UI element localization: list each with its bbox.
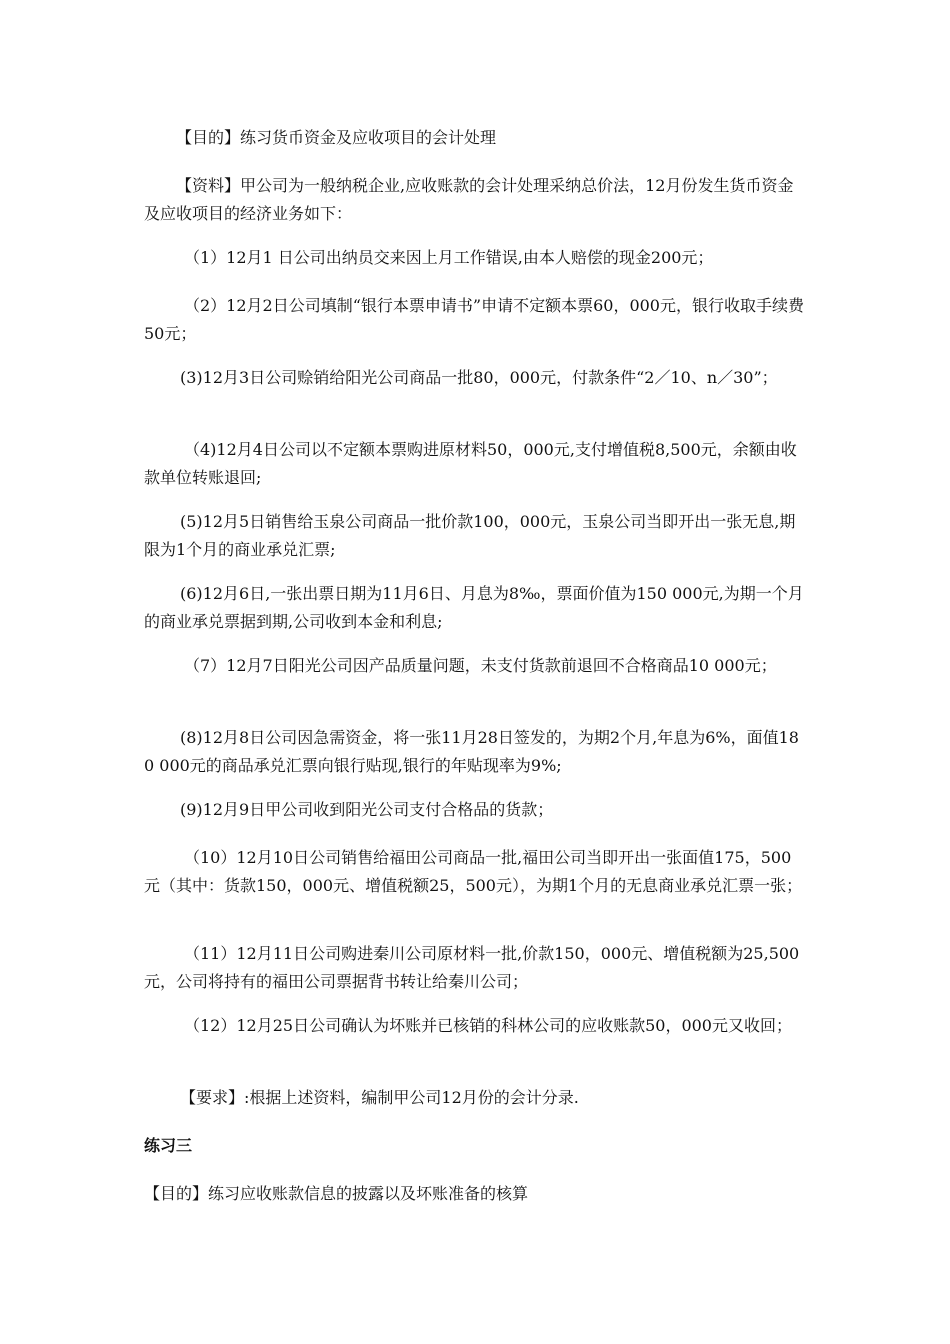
item-1: （1）12月1 日公司出纳员交来因上月工作错误,由本人赔偿的现金200元； [184, 248, 714, 267]
item-10: （10）12月10日公司销售给福田公司商品一批,福田公司当即开出一张面值175，500元（其中：货款150，000元、增值税额25，500元），为期1个月的无息商业承兑汇票一张； [144, 848, 803, 895]
item-12: （12）12月25日公司确认为坏账并已核销的科林公司的应收账款50，000元又收回； [184, 1016, 792, 1035]
item-3: (3)12月3日公司赊销给阳光公司商品一批80，000元，付款条件“2／10、n／30”； [180, 368, 778, 387]
item-6: (6)12月6日,一张出票日期为11月6日、月息为8‰，票面价值为150 000元,为期一个月的商业承兑票据到期,公司收到本金和利息; [144, 584, 804, 631]
material-paragraph: 【资料】甲公司为一般纳税企业,应收账款的会计处理采纳总价法，12月份发生货币资金及应收项目的经济业务如下： [144, 176, 794, 223]
section-purpose-paragraph: 【目的】练习应收账款信息的披露以及坏账准备的核算 [144, 1184, 529, 1203]
item-11: （11）12月11日公司购进秦川公司原材料一批,价款150，000元、增值税额为25,500元，公司将持有的福田公司票据背书转让给秦川公司； [144, 944, 800, 991]
requirement-paragraph: 【要求】:根据上述资料，编制甲公司12月份的会计分录. [180, 1088, 579, 1107]
section-title: 练习三 [144, 1136, 193, 1155]
item-4: （4)12月4日公司以不定额本票购进原材料50，000元,支付增值税8,500元，余额由收款单位转账退回; [144, 440, 797, 487]
item-9: (9)12月9日甲公司收到阳光公司支付合格品的货款； [180, 800, 554, 819]
item-7: （7）12月7日阳光公司因产品质量问题，未支付货款前退回不合格商品10 000元； [184, 656, 777, 675]
item-8: (8)12月8日公司因急需资金，将一张11月28日签发的，为期2个月,年息为6%，面值180 000元的商品承兑汇票向银行贴现,银行的年贴现率为9%; [144, 728, 799, 775]
item-5: (5)12月5日销售给玉泉公司商品一批价款100，000元，玉泉公司当即开出一张无息,期限为1个月的商业承兑汇票; [144, 512, 796, 559]
item-2: （2）12月2日公司填制“银行本票申请书”申请不定额本票60，000元，银行收取手续费50元； [144, 296, 804, 343]
purpose-paragraph: 【目的】练习货币资金及应收项目的会计处理 [176, 128, 497, 147]
